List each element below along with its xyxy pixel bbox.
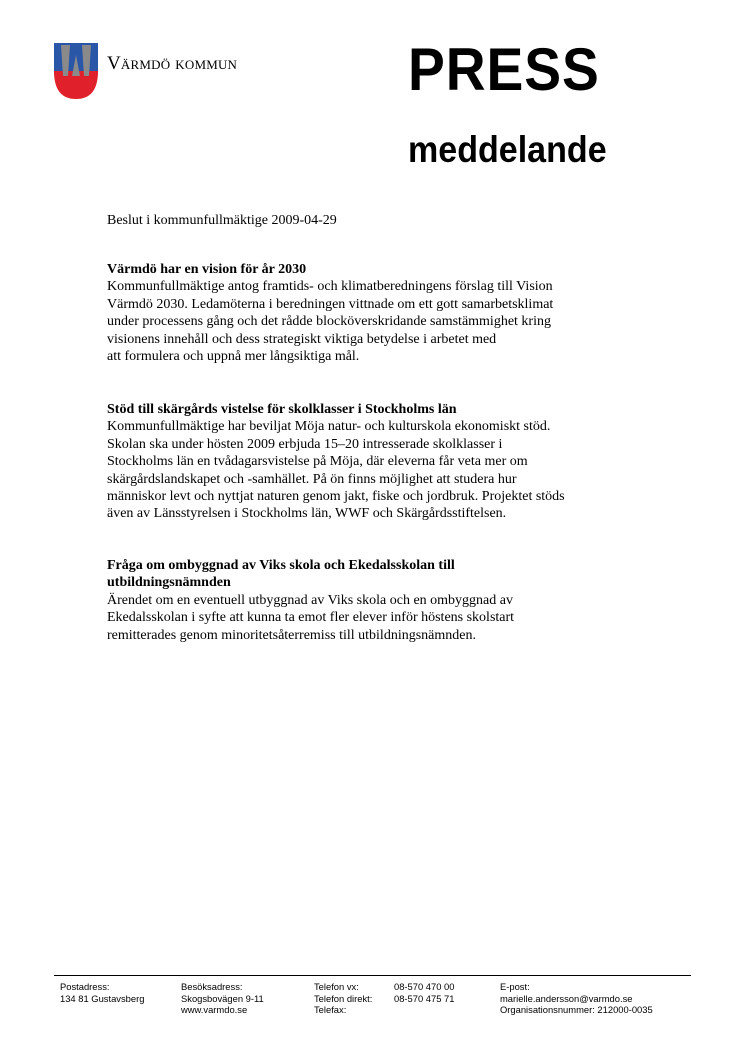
footer-value: Organisationsnummer: 212000-0035	[500, 1004, 653, 1016]
footer-contact	[500, 981, 653, 1016]
body-line: visionens innehåll och dess strategiskt viktiga betydelse i arbetet med	[107, 331, 497, 347]
footer-label: Telefax:	[314, 1004, 347, 1016]
section-heading: Stöd till skärgårds vistelse för skolklasser i Stockholms län	[107, 402, 457, 417]
body-line: Stockholms län en tvådagarsvistelse på Möja, där eleverna får veta mer om	[107, 454, 528, 470]
footer-value: 134 81 Gustavsberg	[60, 992, 145, 1004]
footer-value: Skogsbovägen 9-11	[181, 992, 264, 1004]
footer-phone-values	[394, 981, 454, 1004]
footer-website-link[interactable]: www.varmdo.se	[181, 1004, 248, 1016]
footer-label: E-post:	[500, 981, 530, 992]
section-heading: Fråga om ombyggnad av Viks skola och Ekedalsskolan till	[107, 558, 455, 573]
footer-label: Telefon vx:	[314, 981, 359, 992]
footer-label: Besöksadress:	[181, 981, 243, 992]
body-line: Värmdö 2030. Ledamöterna i beredningen vittnade om ett gott samarbetsklimat	[107, 296, 554, 312]
footer-visiting-address	[181, 981, 264, 1016]
body-line: Ärendet om en eventuell utbyggnad av Viks skola och en ombyggnad av	[107, 592, 513, 608]
section-heading: utbildningsnämnden	[107, 575, 231, 591]
footer-label: Postadress:	[60, 981, 110, 992]
body-line: Kommunfullmäktige har beviljat Möja natur- och kulturskola ekonomiskt stöd.	[107, 419, 551, 435]
section-skargard-support	[107, 401, 607, 523]
organization-name: Värmdö kommun	[107, 53, 238, 74]
body-line: Kommunfullmäktige antog framtids- och klimatberedningens förslag till Vision	[107, 279, 553, 295]
press-title: PRESS	[408, 36, 600, 103]
press-subtitle: meddelande	[408, 129, 607, 170]
body-line: att formulera och uppnå mer långsiktiga mål.	[107, 349, 360, 365]
body-line: människor levt och nyttjat naturen genom jakt, fiske och jordbruk. Projektet stöds	[107, 489, 565, 505]
section-school-rebuild	[107, 557, 607, 644]
section-heading: Värmdö har en vision för år 2030	[107, 262, 307, 277]
varmdo-coat-of-arms-logo	[54, 43, 98, 99]
footer-value: 08-570 470 00	[394, 981, 455, 992]
body-line: Ekedalsskolan i syfte att kunna ta emot fler elever inför höstens skolstart	[107, 610, 515, 626]
footer-phone-labels	[314, 981, 372, 1016]
footer-email-link[interactable]: marielle.andersson@varmdo.se	[500, 992, 633, 1004]
footer-value: 08-570 475 71	[394, 992, 455, 1004]
footer-postal-address	[60, 981, 144, 1004]
footer-label: Telefon direkt:	[314, 992, 373, 1004]
body-line: under processens gång och det rådde blocköverskridande samstämmighet kring	[107, 314, 551, 330]
footer-divider	[54, 975, 691, 976]
body-line: skärgårdslandskapet och -samhället. På ön finns möjlighet att studera hur	[107, 471, 517, 487]
body-line: även av Länsstyrelsen i Stockholms län, WWF och Skärgårdsstiftelsen.	[107, 506, 507, 522]
body-line: remitterades genom minoritetsåterremiss till utbildningsnämnden.	[107, 627, 476, 643]
decision-date-line: Beslut i kommunfullmäktige 2009-04-29	[107, 213, 337, 228]
body-line: Skolan ska under hösten 2009 erbjuda 15–20 intresserade skolklasser i	[107, 436, 503, 452]
section-vision-2030	[107, 261, 607, 365]
